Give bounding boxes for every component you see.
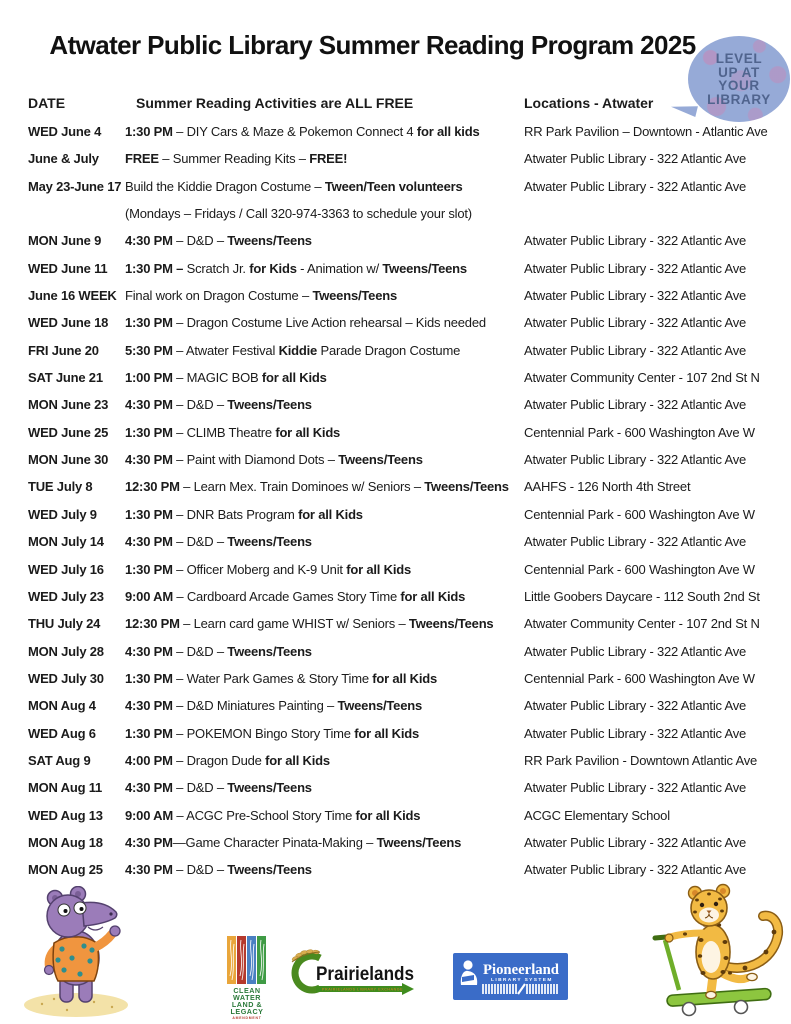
event-location: Atwater Public Library - 322 Atlantic Ave — [524, 315, 747, 331]
event-location: Atwater Public Library - 322 Atlantic Ave — [524, 698, 747, 714]
logo-line: UP AT — [718, 64, 760, 80]
schedule-row — [0, 397, 791, 424]
event-location: Atwater Public Library - 322 Atlantic Ave — [524, 397, 747, 413]
event-date: WED June 4 — [28, 124, 102, 139]
event-location: Atwater Community Center - 107 2nd St N — [524, 616, 760, 632]
schedule-row — [0, 315, 791, 342]
schedule-row — [0, 151, 791, 178]
event-activity: 4:00 PM – Dragon Dude for all Kids — [125, 752, 330, 768]
event-date: WED July 23 — [28, 588, 104, 604]
event-date: MON June 9 — [28, 233, 102, 249]
event-activity: Build the Kiddie Dragon Costume – Tween/Teen volunteers — [125, 178, 463, 194]
event-date: MON Aug 25 — [28, 862, 103, 878]
schedule-row — [0, 644, 791, 671]
schedule-row — [0, 370, 791, 397]
event-location: ACGC Elementary School — [524, 807, 670, 823]
event-date: SAT June 21 — [28, 370, 103, 386]
event-activity: 1:30 PM – CLIMB Theatre for all Kids — [125, 424, 341, 440]
event-location: Atwater Public Library - 322 Atlantic Ave — [524, 725, 747, 741]
schedule-row — [0, 589, 791, 616]
clean-water-text: WATER — [233, 993, 261, 1002]
event-date: May 23-June 17 — [28, 178, 122, 194]
event-activity: 4:30 PM – D&D – Tweens/Teens — [125, 862, 312, 878]
prairielands-logo — [286, 946, 418, 1004]
schedule-row — [0, 534, 791, 561]
event-date: FRI June 20 — [28, 342, 99, 358]
clean-water-text: LEGACY — [230, 1007, 264, 1016]
schedule-row — [0, 835, 791, 862]
scooter-column — [665, 940, 679, 990]
event-location: Atwater Public Library - 322 Atlantic Ave — [524, 342, 747, 358]
event-activity: 5:30 PM – Atwater Festival Kiddie Parade Dragon Costume — [125, 342, 461, 358]
logo-line: LEVEL — [715, 51, 763, 66]
event-activity: 4:30 PM – D&D – Tweens/Teens — [125, 534, 312, 550]
schedule-row — [0, 698, 791, 725]
clean-water-text: CLEAN — [233, 986, 261, 995]
event-location: RR Park Pavilion – Downtown - Atlantic Ave — [524, 124, 768, 139]
schedule-row — [0, 507, 791, 534]
event-activity: 1:30 PM – Scratch Jr. for Kids - Animation w/ Tweens/Teens — [125, 260, 467, 276]
event-location: Atwater Public Library - 322 Atlantic Ave — [524, 452, 747, 468]
schedule-row — [0, 343, 791, 370]
schedule-row — [0, 206, 791, 233]
event-date: WED June 25 — [28, 424, 109, 440]
event-activity: 12:30 PM – Learn Mex. Train Dominoes w/ Seniors – Tweens/Teens — [125, 479, 509, 495]
schedule-row — [0, 233, 791, 260]
event-activity: 1:30 PM – DIY Cars & Maze & Pokemon Connect 4 for all kids — [125, 124, 480, 139]
event-date: MON Aug 18 — [28, 834, 103, 850]
schedule-row — [0, 808, 791, 835]
event-date: WED Aug 13 — [28, 807, 103, 823]
event-activity: 9:00 AM – Cardboard Arcade Games Story Time for all Kids — [125, 588, 466, 604]
event-date: MON Aug 11 — [28, 780, 103, 796]
event-date: MON July 28 — [28, 643, 104, 659]
event-activity: FREE – Summer Reading Kits – FREE! — [125, 151, 348, 167]
event-activity: 4:30 PM – Paint with Diamond Dots – Tweens/Teens — [125, 452, 423, 468]
event-activity: 4:30 PM – D&D – Tweens/Teens — [125, 643, 312, 659]
event-location: Atwater Public Library - 322 Atlantic Ave — [524, 151, 747, 167]
event-location: RR Park Pavilion - Downtown Atlantic Ave — [524, 752, 758, 768]
event-date: WED July 9 — [28, 506, 97, 522]
event-activity: 4:30 PM—Game Character Pinata-Making – Tweens/Teens — [125, 834, 462, 850]
event-location: Atwater Public Library - 322 Atlantic Ave — [524, 178, 747, 194]
event-activity: 4:30 PM – D&D Miniatures Painting – Tweens/Teens — [125, 698, 423, 714]
leopard-scooter-mascot — [625, 878, 790, 1020]
schedule-table — [0, 124, 791, 890]
event-activity: 1:30 PM – POKEMON Bingo Story Time for all Kids — [125, 725, 420, 741]
event-date: WED June 18 — [28, 315, 109, 331]
event-location: Atwater Community Center - 107 2nd St N — [524, 370, 760, 386]
scooter-wheel — [683, 1003, 696, 1016]
event-activity: 4:30 PM – D&D – Tweens/Teens — [125, 233, 312, 249]
logo-line: LIBRARY — [707, 91, 771, 107]
event-location: Atwater Public Library - 322 Atlantic Ave — [524, 260, 747, 276]
logo-line: YOUR — [718, 78, 760, 93]
page-title: Atwater Public Library Summer Reading Program 2025 — [49, 30, 696, 60]
event-date: WED June 11 — [28, 260, 108, 276]
event-activity: 1:30 PM – Officer Moberg and K-9 Unit for all Kids — [125, 561, 411, 577]
event-activity: Final work on Dragon Costume – Tweens/Teens — [125, 288, 397, 304]
event-activity: 9:00 AM – ACGC Pre-School Story Time for all Kids — [125, 807, 421, 823]
sand-patch — [24, 993, 128, 1017]
event-date: June 16 WEEK — [28, 288, 117, 304]
event-date: WED Aug 6 — [28, 725, 96, 741]
schedule-row — [0, 753, 791, 780]
schedule-row — [0, 452, 791, 479]
event-activity: 4:30 PM – D&D – Tweens/Teens — [125, 780, 312, 796]
header-date: DATE — [28, 95, 66, 111]
event-activity: 12:30 PM – Learn card game WHIST w/ Seniors – Tweens/Teens — [125, 616, 494, 632]
prairielands-wordmark: Prairielands — [316, 963, 415, 985]
scooter-wheel — [735, 1001, 748, 1014]
event-date: MON July 14 — [28, 534, 104, 550]
event-location: Atwater Public Library - 322 Atlantic Ave — [524, 643, 747, 659]
event-activity: 4:30 PM – D&D – Tweens/Teens — [125, 397, 312, 413]
schedule-row — [0, 479, 791, 506]
event-activity: 1:30 PM – Dragon Costume Live Action rehearsal – Kids needed — [125, 315, 486, 331]
event-location: Atwater Public Library - 322 Atlantic Ave — [524, 288, 747, 304]
scooter-deck — [667, 988, 772, 1006]
schedule-row — [0, 288, 791, 315]
event-date: MON Aug 4 — [28, 698, 96, 714]
clean-water-amendment-text: AMENDMENT — [232, 1016, 262, 1020]
event-location: Little Goobers Daycare - 112 South 2nd St — [524, 588, 760, 604]
event-location: Centennial Park - 600 Washington Ave W — [524, 424, 755, 440]
prairielands-tagline: PRAIRIELANDS LIBRARY EXCHANGE — [322, 987, 404, 992]
event-date: MON June 23 — [28, 397, 109, 413]
event-date: SAT Aug 9 — [28, 752, 91, 768]
pioneerland-wordmark: Pioneerland — [483, 962, 559, 978]
event-activity: 1:30 PM – DNR Bats Program for all Kids — [125, 506, 363, 522]
event-activity: 1:00 PM – MAGIC BOB for all Kids — [125, 370, 327, 386]
event-date: THU July 24 — [28, 616, 101, 632]
schedule-row — [0, 562, 791, 589]
event-location: Centennial Park - 600 Washington Ave W — [524, 670, 755, 686]
schedule-row — [0, 179, 791, 206]
schedule-row — [0, 726, 791, 753]
event-location: Centennial Park - 600 Washington Ave W — [524, 561, 755, 577]
schedule-row — [0, 780, 791, 807]
schedule-row — [0, 671, 791, 698]
pioneerland-logo — [453, 953, 568, 1000]
schedule-row — [0, 616, 791, 643]
event-date: MON June 30 — [28, 452, 109, 468]
pioneerland-subtitle: LIBRARY SYSTEM — [491, 978, 553, 983]
schedule-row — [0, 425, 791, 452]
event-activity: (Mondays – Fridays / Call 320-974-3363 to schedule your slot) — [125, 206, 472, 222]
header-locations: Locations - Atwater — [524, 95, 654, 111]
header-activities: Summer Reading Activities are ALL FREE — [136, 95, 414, 111]
clean-water-text: LAND & — [231, 1000, 263, 1009]
event-location: Atwater Public Library - 322 Atlantic Ave — [524, 534, 747, 550]
event-date: June & July — [28, 151, 99, 167]
event-location: Atwater Public Library - 322 Atlantic Ave — [524, 862, 747, 878]
event-date: WED July 16 — [28, 561, 104, 577]
event-location: Atwater Public Library - 322 Atlantic Ave — [524, 834, 747, 850]
schedule-row — [0, 261, 791, 288]
clean-water-legacy-logo — [226, 936, 268, 1020]
event-location: Atwater Public Library - 322 Atlantic Ave — [524, 233, 747, 249]
event-location: Atwater Public Library - 322 Atlantic Ave — [524, 780, 747, 796]
purple-anteater-mascot — [12, 886, 144, 1020]
event-date: TUE July 8 — [28, 479, 93, 495]
event-location: Centennial Park - 600 Washington Ave W — [524, 506, 755, 522]
event-activity: 1:30 PM – Water Park Games & Story Time for all Kids — [125, 670, 438, 686]
event-location: AAHFS - 126 North 4th Street — [524, 479, 691, 495]
schedule-row — [0, 124, 791, 151]
event-date: WED July 30 — [28, 670, 104, 686]
